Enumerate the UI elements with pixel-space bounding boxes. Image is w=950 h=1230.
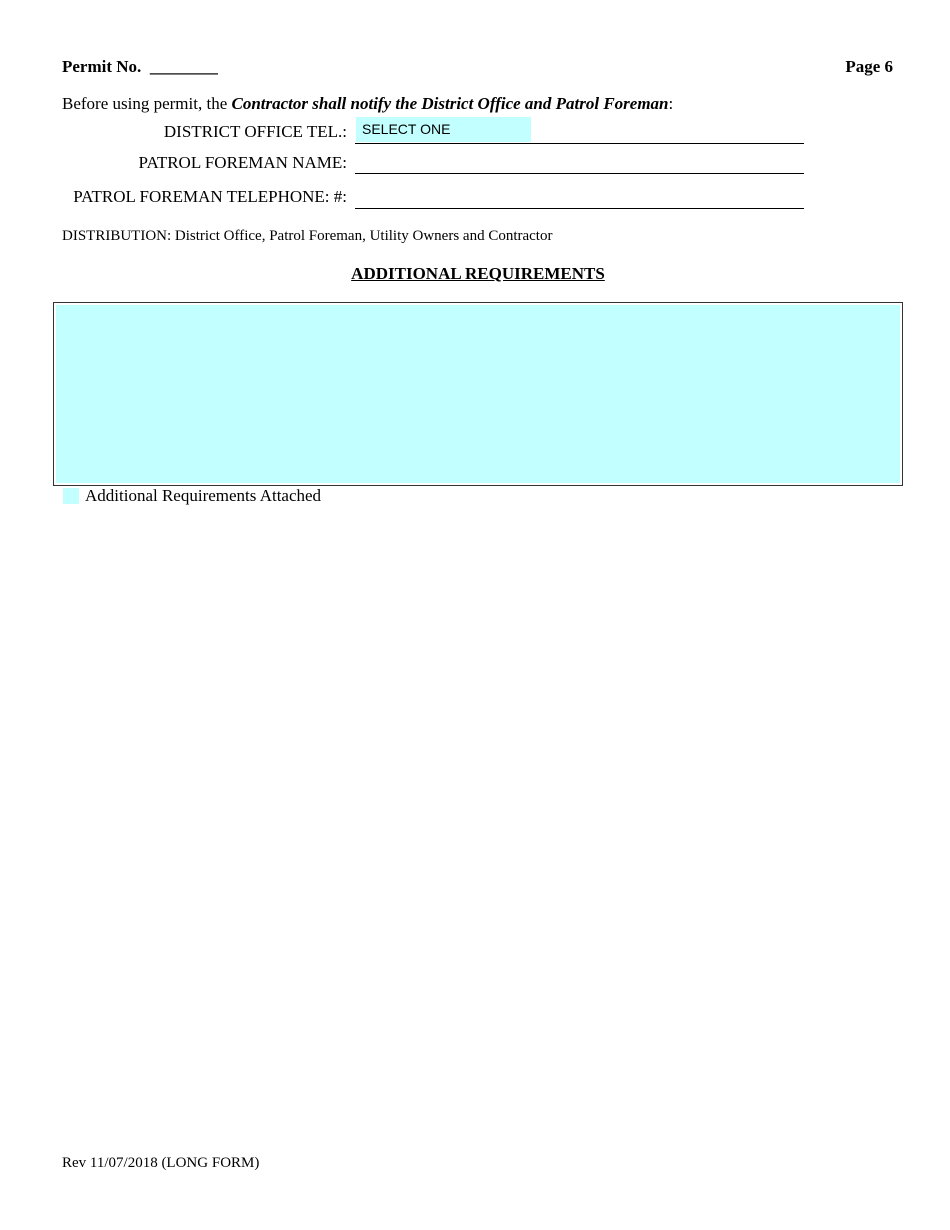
requirements-attached-label: Additional Requirements Attached [85, 486, 322, 505]
additional-requirements-heading: ADDITIONAL REQUIREMENTS [351, 264, 605, 283]
notify-instruction-suffix: : [668, 94, 674, 113]
district-office-tel-select[interactable]: SELECT ONE [356, 117, 531, 142]
patrol-foreman-phone-label: PATROL FOREMAN TELEPHONE: #: [73, 187, 347, 206]
notify-instruction [62, 94, 673, 114]
district-office-tel-label: DISTRICT OFFICE TEL.: [163, 122, 347, 141]
requirements-attached-checkbox[interactable] [63, 488, 79, 504]
patrol-foreman-name-label: PATROL FOREMAN NAME: [138, 153, 347, 172]
permit-number-value: ________ [149, 57, 218, 76]
district-office-tel-underline [355, 143, 804, 144]
revision-footer: Rev 11/07/2018 (LONG FORM) [62, 1155, 260, 1171]
permit-number-label: Permit No. [62, 57, 142, 76]
additional-requirements-box [53, 302, 903, 486]
patrol-foreman-name-field[interactable] [355, 173, 804, 174]
additional-requirements-textarea[interactable] [56, 305, 900, 483]
patrol-foreman-phone-field[interactable] [355, 208, 804, 209]
page-number: Page 6 [845, 57, 893, 76]
distribution-note: DISTRIBUTION: District Office, Patrol Foreman, Utility Owners and Contractor [62, 228, 553, 244]
notify-instruction-prefix: Before using permit, the [62, 94, 232, 113]
notify-instruction-emphasis: Contractor shall notify the District Office and Patrol Foreman [231, 94, 669, 113]
permit-number [62, 57, 218, 77]
